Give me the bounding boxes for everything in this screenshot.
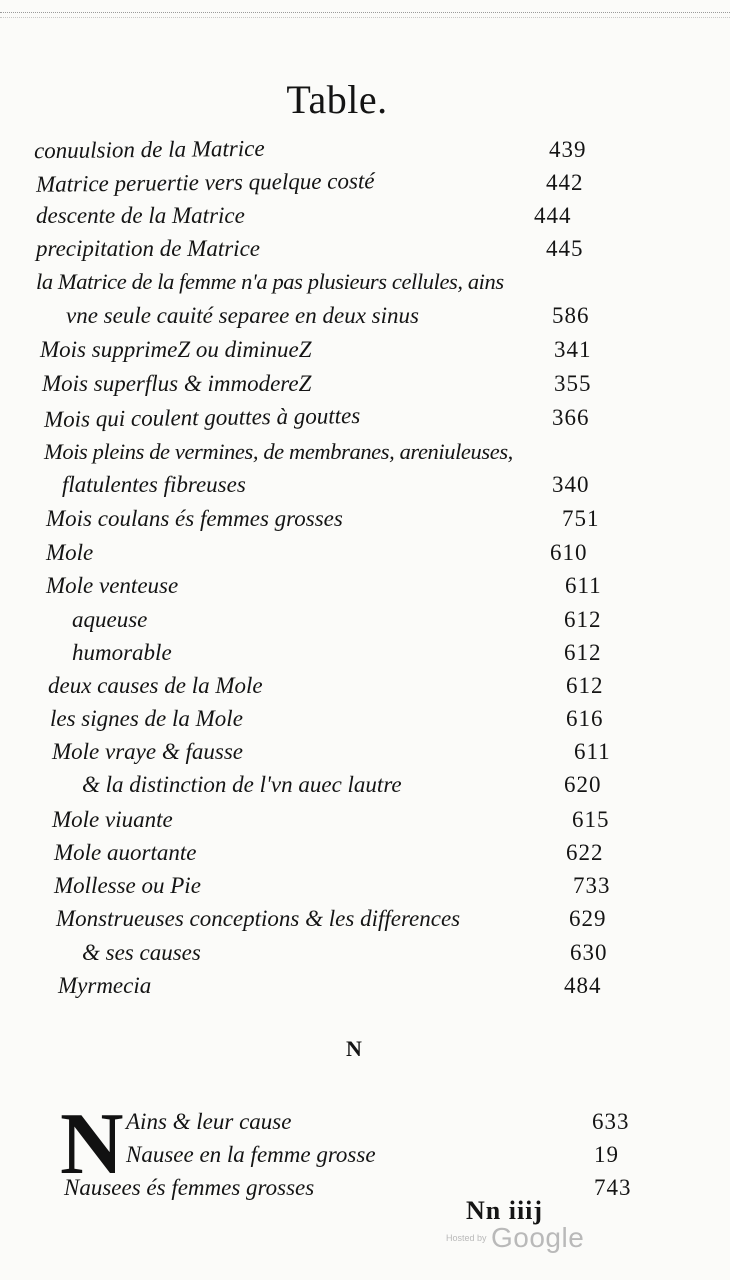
entry-page: 445 [546, 236, 584, 261]
entry-text: Nausee en la femme grosse [126, 1142, 376, 1167]
entry-text: Mois coulans és femmes grosses [46, 506, 343, 531]
index-entry [52, 736, 611, 768]
index-entry [54, 870, 611, 902]
index-entry [58, 970, 602, 1002]
entry-page: 615 [572, 807, 610, 832]
index-entry [72, 637, 602, 669]
entry-text: humorable [72, 640, 172, 665]
entry-page: 743 [594, 1175, 632, 1200]
index-entry [40, 334, 592, 366]
entry-text: Mollesse ou Pie [54, 873, 201, 898]
entry-page: 611 [565, 573, 602, 598]
entry-text: precipitation de Matrice [36, 236, 260, 261]
signature-mark: Nn iiij [466, 1196, 544, 1225]
entry-text: Nausees és femmes grosses [64, 1175, 315, 1200]
entry-text: & ses causes [82, 940, 201, 965]
entry-text: Ains & leur cause [126, 1109, 292, 1134]
index-entry [66, 300, 590, 332]
entry-page: 733 [573, 873, 611, 898]
entry-text: Monstrueuses conceptions & les differences [56, 906, 461, 931]
entry-page: 622 [566, 840, 604, 865]
section-letter: N [346, 1036, 362, 1061]
drop-cap: N [60, 1096, 124, 1193]
index-entry [52, 804, 610, 836]
entry-page: 340 [552, 472, 590, 497]
entry-page: 586 [552, 303, 590, 328]
index-entry [46, 503, 600, 535]
entry-page: 751 [562, 506, 600, 531]
entry-text: Mole vraye & fausse [52, 739, 243, 764]
index-entry [48, 670, 604, 702]
entry-text: Mole auortante [54, 840, 197, 865]
index-entry [72, 604, 602, 636]
entry-text: Mois supprimeZ ou diminueZ [40, 337, 312, 362]
index-entry [36, 266, 504, 298]
entry-text: Mois pleins de vermines, de membranes, areniuleuses, [44, 439, 513, 464]
entry-page: 444 [534, 203, 572, 228]
entry-page: 439 [549, 137, 587, 162]
entry-text: vne seule cauité separee en deux sinus [66, 303, 419, 328]
index-entry [35, 167, 584, 199]
entry-text: Mois qui coulent gouttes à gouttes [43, 403, 361, 432]
entry-page: 610 [550, 540, 588, 565]
index-entry [56, 903, 607, 935]
watermark-brand: Google [490, 1222, 585, 1253]
entry-page: 620 [564, 772, 602, 797]
entry-page: 633 [592, 1109, 630, 1134]
entry-text: la Matrice de la femme n'a pas plusieurs cellules, ains [36, 269, 504, 294]
index-entry [44, 436, 513, 468]
watermark-prefix: Hosted by [446, 1233, 487, 1243]
entry-text: Mole viuante [52, 807, 173, 832]
index-entry [43, 402, 590, 434]
entry-page: 19 [594, 1142, 619, 1167]
index-entry [54, 837, 604, 869]
entry-page: 612 [564, 607, 602, 632]
index-entry [50, 703, 604, 735]
index-entry [82, 937, 608, 969]
entry-page: 484 [564, 973, 602, 998]
entry-text: Mole venteuse [46, 573, 179, 598]
entry-text: deux causes de la Mole [48, 673, 263, 698]
entry-text: aqueuse [72, 607, 148, 632]
entry-text: descente de la Matrice [36, 203, 245, 228]
index-entry [62, 469, 590, 501]
index-entry [126, 1139, 619, 1171]
entry-page: 612 [566, 673, 604, 698]
entry-text: Myrmecia [58, 973, 152, 998]
entry-text: Mois superflus & immodereZ [42, 371, 312, 396]
entry-page: 612 [564, 640, 602, 665]
entry-page: 630 [570, 940, 608, 965]
index-entry [82, 769, 602, 801]
entry-text: les signes de la Mole [50, 706, 243, 731]
entry-page: 611 [574, 739, 611, 764]
entry-page: 616 [566, 706, 604, 731]
entry-text: Mole [46, 540, 94, 565]
index-entry [42, 368, 592, 400]
index-entry [46, 537, 588, 569]
watermark [446, 1222, 584, 1254]
index-entry [126, 1106, 630, 1138]
index-entry [36, 200, 572, 232]
page-title: Table. [286, 77, 388, 122]
index-entry [46, 570, 602, 602]
index-entry [33, 134, 587, 166]
entry-page: 629 [569, 906, 607, 931]
entry-text: & la distinction de l'vn auec lautre [82, 772, 402, 797]
index-entry [36, 233, 584, 265]
entry-page: 355 [554, 371, 592, 396]
entry-page: 366 [552, 405, 590, 430]
entry-text: Matrice peruertie vers quelque costé [35, 168, 375, 197]
entry-page: 442 [546, 170, 584, 195]
entry-text: conuulsion de la Matrice [33, 135, 265, 164]
entry-text: flatulentes fibreuses [62, 472, 246, 497]
entry-page: 341 [554, 337, 592, 362]
